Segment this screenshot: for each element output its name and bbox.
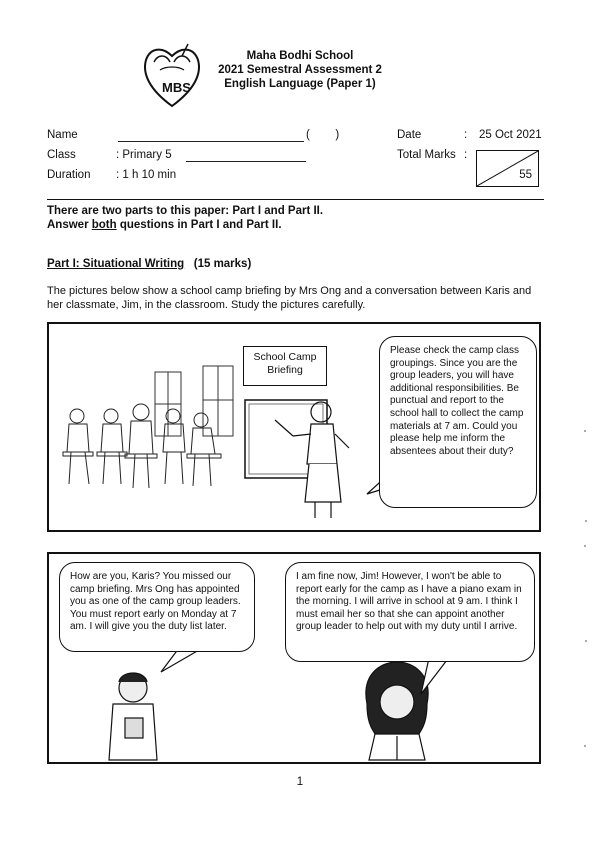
instruction-line-1: There are two parts to this paper: Part I and Part II. bbox=[47, 205, 324, 217]
conversation-panel bbox=[47, 552, 541, 764]
class-value: : Primary 5 bbox=[116, 149, 172, 161]
scan-speck bbox=[584, 745, 586, 747]
karis-speech-bubble: I am fine now, Jim! However, I won't be able to report early for the camp as I have a piano exam in the morning. I will arrive in school at 9 am. I think I must email her so that she can appoint another group leader to help out with my duty until I arrive. bbox=[285, 562, 535, 662]
assessment-title: 2021 Semestral Assessment 2 bbox=[218, 64, 382, 76]
scan-speck bbox=[585, 520, 587, 522]
class-label: Class bbox=[47, 149, 76, 161]
date-label: Date bbox=[397, 129, 422, 141]
name-label: Name bbox=[47, 129, 78, 141]
scan-speck bbox=[584, 545, 586, 547]
duration-value: : 1 h 10 min bbox=[116, 169, 177, 181]
total-marks-label: Total Marks bbox=[397, 149, 456, 161]
jim-speech-bubble: How are you, Karis? You missed our camp briefing. Mrs Ong has appointed you as one of the camp group leaders. You must report early on Monday at 7 am. I will give you the duty list later. bbox=[59, 562, 255, 652]
date-value: 25 Oct 2021 bbox=[479, 129, 542, 141]
duration-label: Duration bbox=[47, 169, 91, 181]
scan-speck bbox=[585, 640, 587, 642]
scan-speck bbox=[584, 430, 586, 432]
total-marks-value: 55 bbox=[519, 169, 532, 181]
name-line bbox=[118, 141, 304, 142]
part1-heading: Part I: Situational Writing (15 marks) bbox=[47, 258, 252, 270]
briefing-panel bbox=[47, 322, 541, 532]
teacher-speech-bubble: Please check the camp class groupings. Since you are the group leaders, you will have additional responsibilities. Be punctual and report to the school hall to collect the camp materials at 7 am. Could you please help me inform the absentees about their duty? bbox=[379, 336, 537, 508]
date-colon: : bbox=[464, 129, 468, 141]
divider bbox=[47, 199, 544, 200]
total-marks-colon: : bbox=[464, 149, 468, 161]
paper-title: English Language (Paper 1) bbox=[224, 78, 376, 90]
page-number: 1 bbox=[296, 776, 304, 788]
instruction-line-2: Answer both questions in Part I and Part II. bbox=[47, 219, 282, 231]
briefing-board-title: School Camp Briefing bbox=[243, 346, 327, 386]
class-line bbox=[186, 161, 306, 162]
part1-intro: The pictures below show a school camp briefing by Mrs Ong and a conversation between Karis and her classmate, Jim, in the classroom. Study the pictures carefully. bbox=[47, 285, 532, 311]
total-marks-box bbox=[476, 150, 539, 187]
logo-lettering: MBS bbox=[162, 80, 191, 95]
register-number-paren: ( ) bbox=[306, 129, 340, 141]
school-name: Maha Bodhi School bbox=[246, 50, 354, 62]
